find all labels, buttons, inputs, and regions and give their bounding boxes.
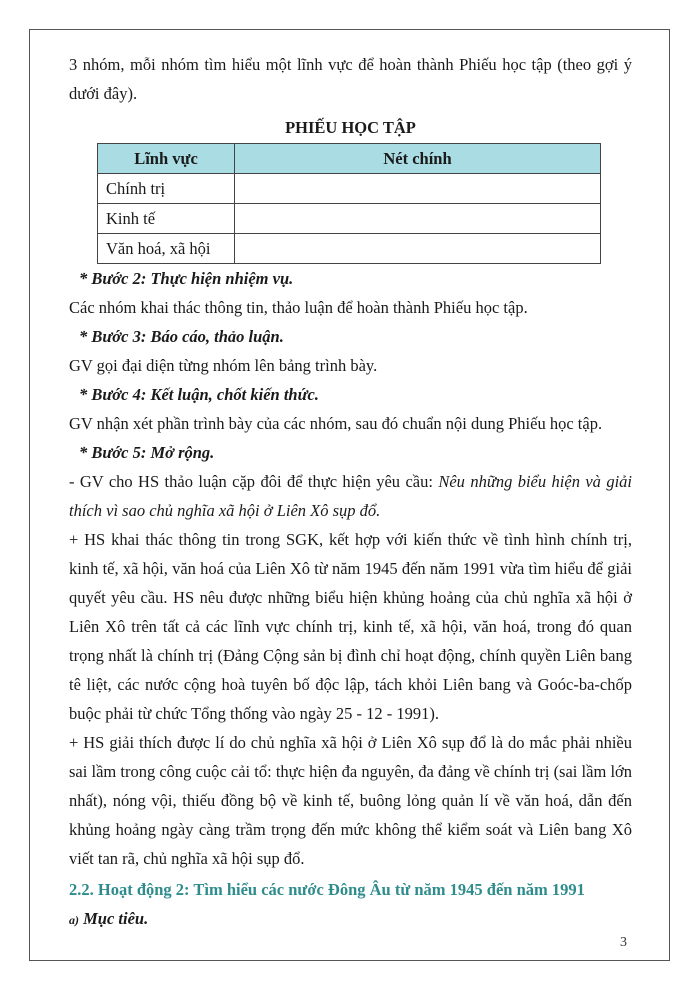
step4-title: * Bước 4: Kết luận, chốt kiến thức. (79, 385, 319, 404)
intro-paragraph: 3 nhóm, mỗi nhóm tìm hiểu một lĩnh vực để hoàn thành Phiếu học tập (theo gợi ý dưới đây). (69, 55, 632, 103)
row-label: Kinh tế (98, 204, 235, 234)
step5-question-paragraph (69, 467, 632, 525)
step5-lead: - GV cho HS thảo luận cặp đôi để thực hiện yêu cầu: (69, 472, 439, 491)
step2-text: Các nhóm khai thác thông tin, thảo luận để hoàn thành Phiếu học tập. (69, 298, 528, 317)
sub-marker: a) (69, 913, 79, 927)
sub-label: Mục tiêu. (83, 909, 149, 928)
header-net-chinh: Nét chính (235, 144, 601, 174)
step5-question: Nêu những biểu hiện và giải thích vì sao chủ nghĩa xã hội ở Liên Xô sụp đổ. (69, 472, 632, 520)
page-number: 3 (620, 935, 627, 950)
step3-text: GV gọi đại diện từng nhóm lên bảng trình bày. (69, 356, 378, 375)
header-linh-vuc: Lĩnh vực (98, 144, 235, 174)
worksheet-title: PHIẾU HỌC TẬP (285, 118, 416, 137)
row-value-empty (235, 174, 601, 204)
row-label: Chính trị (98, 174, 235, 204)
row-value-empty (235, 204, 601, 234)
step5-paragraph-2: + HS giải thích được lí do chủ nghĩa xã hội ở Liên Xô sụp đổ là do mắc phải nhiều sai lầm trong công cuộc cải tổ: thực hiện đa nguyên, đa đảng về chính trị (sai lầm lớn nhất), nóng vội, thiếu đồng bộ về kinh tế, buông lỏng quản lí về văn hoá, dẫn đến khủng hoảng ngày càng trầm trọng đến mức không thể kiểm soát và Liên bang Xô viết tan rã, chủ nghĩa xã hội sụp đổ. (69, 733, 632, 868)
table-row (98, 204, 601, 234)
step5-title: * Bước 5: Mở rộng. (79, 443, 215, 462)
step3-title: * Bước 3: Báo cáo, thảo luận. (79, 327, 284, 346)
row-label: Văn hoá, xã hội (98, 234, 235, 264)
step2-title: * Bước 2: Thực hiện nhiệm vụ. (79, 269, 294, 288)
table-header-row (98, 144, 601, 174)
row-value-empty (235, 234, 601, 264)
step4-text: GV nhận xét phần trình bày của các nhóm, sau đó chuẩn nội dung Phiếu học tập. (69, 414, 603, 433)
table-row (98, 234, 601, 264)
step5-paragraph-1: + HS khai thác thông tin trong SGK, kết hợp với kiến thức về tình hình chính trị, kinh tế, xã hội, văn hoá của Liên Xô từ năm 1945 đến năm 1991 vừa tìm hiểu để giải quyết yêu cầu. HS nêu được những biểu hiện khủng hoảng của chủ nghĩa xã hội ở Liên Xô trên tất cả các lĩnh vực chính trị, kinh tế, xã hội, văn hoá, trong đó quan trọng nhất là chính trị (Đảng Cộng sản bị đình chỉ hoạt động, chính quyền Liên bang tê liệt, các nước cộng hoà tuyên bố độc lập, tách khỏi Liên bang và Goóc-ba-chốp buộc phải từ chức Tổng thống vào ngày 25 - 12 - 1991). (69, 530, 632, 723)
worksheet-table (97, 143, 601, 264)
document-body (69, 50, 632, 935)
activity2-subheading (69, 904, 632, 935)
activity2-heading: 2.2. Hoạt động 2: Tìm hiểu các nước Đông Âu từ năm 1945 đến năm 1991 (69, 880, 585, 899)
table-row (98, 174, 601, 204)
